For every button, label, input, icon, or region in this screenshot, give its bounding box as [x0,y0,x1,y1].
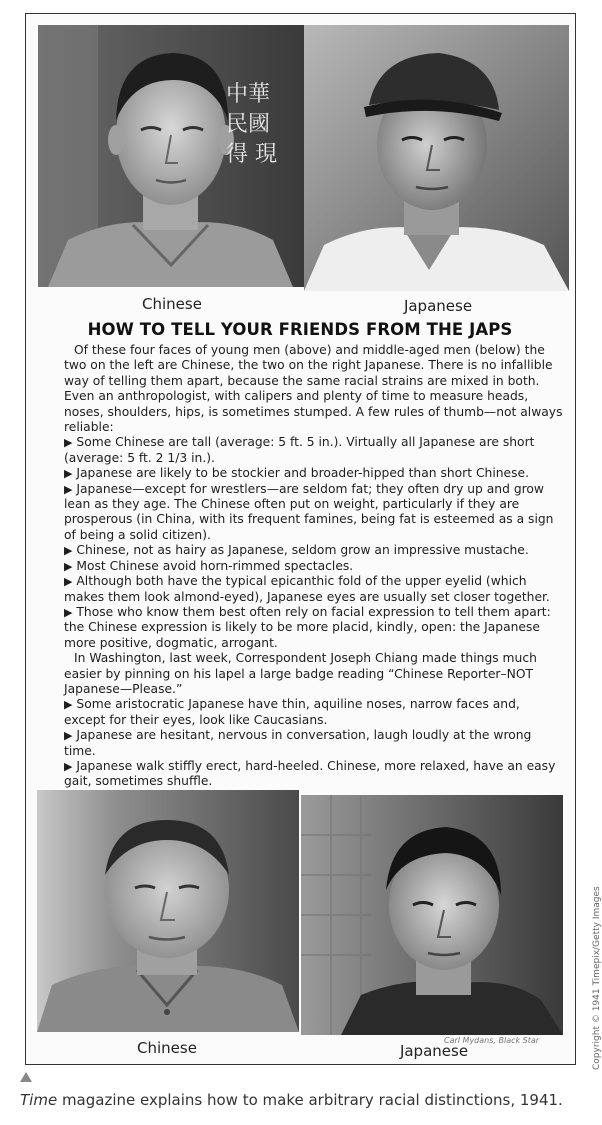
rule-expression: ▶ Those who know them best often rely on facial expression to tell them apart: the Chinese expression is likely to be more placid, kindly, open: the Japanese more positive, dogmatic, arrogant. [64,604,551,650]
rule-weight: ▶ Japanese—except for wrestlers—are seldom fat; they often dry up and grow lean as they age. The Chinese often put on weight, particularly if they are prosperous (in China, with its frequent famines, being fat is esteemed as a sign of being a solid citizen). [64,481,554,542]
bullet-arrow-icon: ▶ [64,482,73,496]
photo-young-japanese [304,25,569,291]
bullet-arrow-icon: ▶ [64,605,73,619]
copyright-notice: Copyright © 1941 Timepix/Getty Images [592,886,602,1070]
rule-height: ▶ Some Chinese are tall (average: 5 ft. 5 in.). Virtually all Japanese are short (average: 5 ft. 2 1/3 in.). [64,435,535,465]
bullet-arrow-icon: ▶ [64,559,73,573]
caption-top-right: Japanese [403,297,473,315]
bullet-arrow-icon: ▶ [64,729,73,743]
triangle-pointer-icon [20,1072,32,1082]
photo-credit: Carl Mydans, Black Star [444,1036,540,1045]
bullet-arrow-icon: ▶ [64,759,73,773]
caption-bottom-left: Chinese [137,1039,197,1057]
magazine-name: Time [20,1091,58,1109]
article-body [64,343,564,790]
photo-middle-aged-japanese [301,795,563,1035]
bullet-arrow-icon: ▶ [64,467,73,481]
intro-paragraph: Of these four faces of young men (above) and middle-aged men (below) the two on the left are Chinese, the two on the right Japanese. There is no infallible way of telling them apart, because the same racial strains are mixed in both. Even an anthropologist, with calipers and plenty of time to measure heads, noses, shoulders, hips, is sometimes stumped. A few rules of thumb—not always reliable: [64,343,563,435]
rule-noses: ▶ Some aristocratic Japanese have thin, aquiline noses, narrow faces and, except for their eyes, look like Caucasians. [64,697,520,727]
article-headline: HOW TO TELL YOUR FRIENDS FROM THE JAPS [87,320,513,339]
caption-bottom-right: Japanese [399,1042,469,1060]
caption-top-left: Chinese [142,295,202,313]
figure-caption-text: magazine explains how to make arbitrary racial distinctions, 1941. [57,1091,563,1109]
bullet-arrow-icon: ▶ [64,698,73,712]
rule-conversation: ▶ Japanese are hesitant, nervous in conversation, laugh loudly at the wrong time. [64,728,532,758]
bullet-arrow-icon: ▶ [64,544,73,558]
bullet-arrow-icon: ▶ [64,436,73,450]
rule-eyes: ▶ Although both have the typical epicanthic fold of the upper eyelid (which makes them look almond-eyed), Japanese eyes are usually set closer together. [64,574,550,604]
bullet-arrow-icon: ▶ [64,575,73,589]
rule-spectacles: ▶ Most Chinese avoid horn-rimmed spectacles. [64,558,354,573]
figure-caption [20,1091,563,1109]
rule-gait: ▶ Japanese walk stiffly erect, hard-heeled. Chinese, more relaxed, have an easy gait, sometimes shuffle. [64,758,556,789]
photo-middle-aged-chinese [37,790,299,1032]
rule-build: ▶ Japanese are likely to be stockier and broader-hipped than short Chinese. [64,466,529,481]
chalkboard-writing: 中華民國 得 現 [226,82,277,167]
rule-hair: ▶ Chinese, not as hairy as Japanese, seldom grow an impressive mustache. [64,543,529,558]
washington-paragraph: In Washington, last week, Correspondent Joseph Chiang made things much easier by pinning on his lapel a large badge reading “Chinese Reporter–NOT Japanese—Please.” [64,651,537,696]
